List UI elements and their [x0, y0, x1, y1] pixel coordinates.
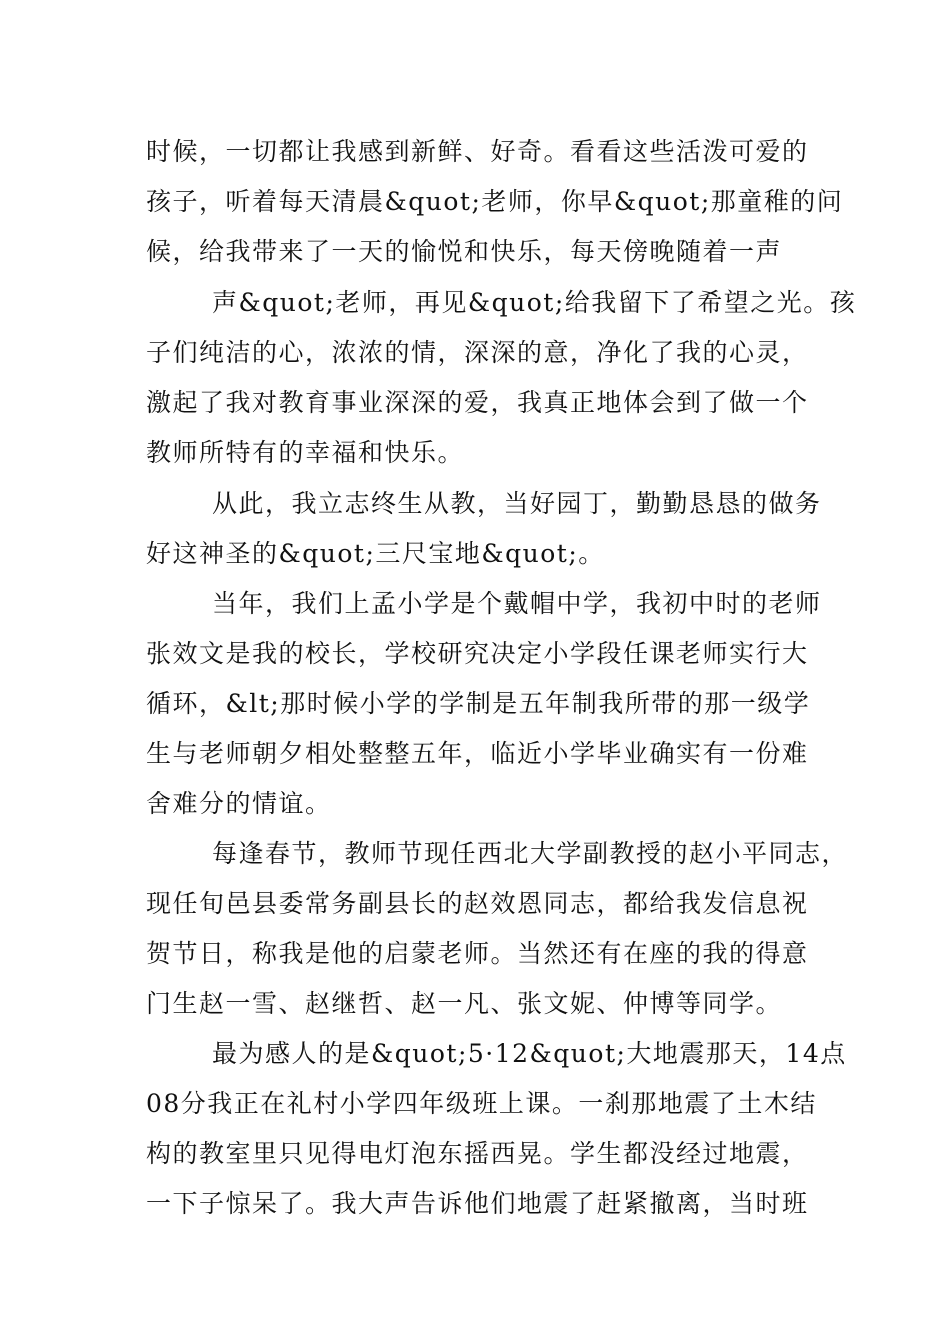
text-line: 一下子惊呆了。我大声告诉他们地震了赶紧撤离，当时班: [146, 1189, 809, 1218]
text-line: 张效文是我的校长，学校研究决定小学段任课老师实行大: [146, 639, 809, 668]
text-line: 子们纯洁的心，浓浓的情，深深的意，净化了我的心灵，: [146, 338, 809, 367]
text-line: 08分我正在礼村小学四年级班上课。一刹那地震了土木结: [146, 1089, 817, 1118]
text-line: 孩子，听着每天清晨&quot;老师，你早&quot;那童稚的问: [146, 187, 844, 216]
text-line: 贺节日，称我是他的启蒙老师。当然还有在座的我的得意: [146, 939, 809, 968]
text-line: 激起了我对教育事业深深的爱，我真正地体会到了做一个: [146, 388, 809, 417]
text-line: 循环，&lt;那时候小学的学制是五年制我所带的那一级学: [146, 689, 811, 718]
text-line: 每逢春节，教师节现任西北大学副教授的赵小平同志，: [212, 839, 849, 868]
text-line: 构的教室里只见得电灯泡东摇西晃。学生都没经过地震，: [146, 1139, 809, 1168]
text-line: 门生赵一雪、赵继哲、赵一凡、张文妮、仲博等同学。: [146, 989, 783, 1018]
text-line: 教师所特有的幸福和快乐。: [146, 438, 465, 467]
text-line: 现任旬邑县委常务副县长的赵效恩同志，都给我发信息祝: [146, 889, 809, 918]
text-line: 舍难分的情谊。: [146, 789, 332, 818]
text-line: 好这神圣的&quot;三尺宝地&quot;。: [146, 539, 605, 568]
text-line: 当年，我们上孟小学是个戴帽中学，我初中时的老师: [212, 589, 822, 618]
text-line: 生与老师朝夕相处整整五年，临近小学毕业确实有一份难: [146, 739, 809, 768]
text-line: 声&quot;老师，再见&quot;给我留下了希望之光。孩: [212, 288, 857, 317]
text-line: 时候，一切都让我感到新鲜、好奇。看看这些活泼可爱的: [146, 137, 809, 166]
text-line: 候，给我带来了一天的愉悦和快乐，每天傍晚随着一声: [146, 237, 783, 266]
text-line: 从此，我立志终生从教，当好园丁，勤勤恳恳的做务: [212, 489, 822, 518]
text-line: 最为感人的是&quot;5·12&quot;大地震那天，14点: [212, 1039, 847, 1068]
